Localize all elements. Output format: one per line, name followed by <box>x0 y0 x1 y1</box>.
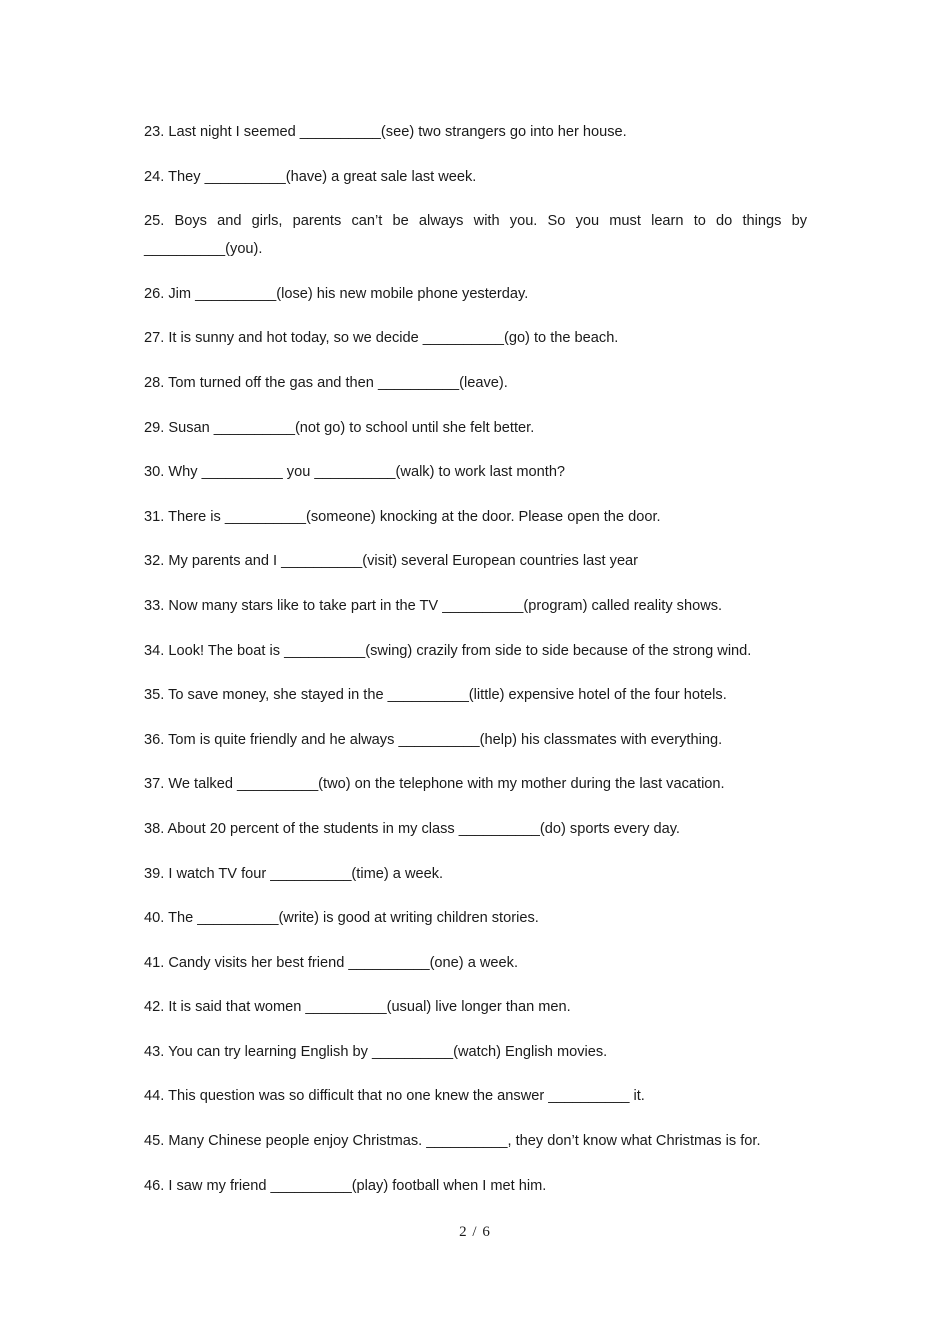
question-26: 26. Jim __________(lose) his new mobile phone yesterday. <box>144 285 529 302</box>
question-33: 33. Now many stars like to take part in the TV __________(program) called reality shows. <box>144 597 723 614</box>
question-45: 45. Many Chinese people enjoy Christmas. __________, they don’t know what Christmas is for. <box>144 1133 761 1150</box>
question-39: 39. I watch TV four __________(time) a week. <box>144 865 444 882</box>
question-40: 40. The __________(write) is good at writing children stories. <box>144 910 539 927</box>
question-43: 43. You can try learning English by __________(watch) English movies. <box>144 1043 608 1060</box>
question-46: 46. I saw my friend __________(play) football when I met him. <box>144 1177 547 1194</box>
page-number: 2 / 6 <box>459 1224 491 1240</box>
question-28: 28. Tom turned off the gas and then __________(leave). <box>144 374 508 391</box>
question-37: 37. We talked __________(two) on the telephone with my mother during the last vacation. <box>144 776 725 793</box>
question-29: 29. Susan __________(not go) to school until she felt better. <box>144 419 535 436</box>
question-41: 41. Candy visits her best friend __________(one) a week. <box>144 954 518 971</box>
question-25: 25. Boys and girls, parents can’t be always with you. So you must learn to do things by __________(you). <box>144 213 807 258</box>
question-30: 30. Why __________ you __________(walk) to work last month? <box>144 464 566 481</box>
question-38: 38. About 20 percent of the students in my class __________(do) sports every day. <box>144 820 680 837</box>
question-32: 32. My parents and I __________(visit) several European countries last year <box>144 553 639 570</box>
question-42: 42. It is said that women __________(usual) live longer than men. <box>144 999 571 1016</box>
question-35: 35. To save money, she stayed in the __________(little) expensive hotel of the four hotels. <box>144 687 727 704</box>
question-36: 36. Tom is quite friendly and he always __________(help) his classmates with everything. <box>144 731 723 748</box>
exercise-list <box>144 118 807 1216</box>
question-34: 34. Look! The boat is __________(swing) crazily from side to side because of the strong wind. <box>144 642 752 659</box>
question-27: 27. It is sunny and hot today, so we decide __________(go) to the beach. <box>144 330 619 347</box>
question-23: 23. Last night I seemed __________(see) two strangers go into her house. <box>144 124 627 140</box>
question-44: 44. This question was so difficult that no one knew the answer __________ it. <box>144 1088 645 1105</box>
question-31: 31. There is __________(someone) knocking at the door. Please open the door. <box>144 508 661 525</box>
question-24: 24. They __________(have) a great sale last week. <box>144 168 477 185</box>
